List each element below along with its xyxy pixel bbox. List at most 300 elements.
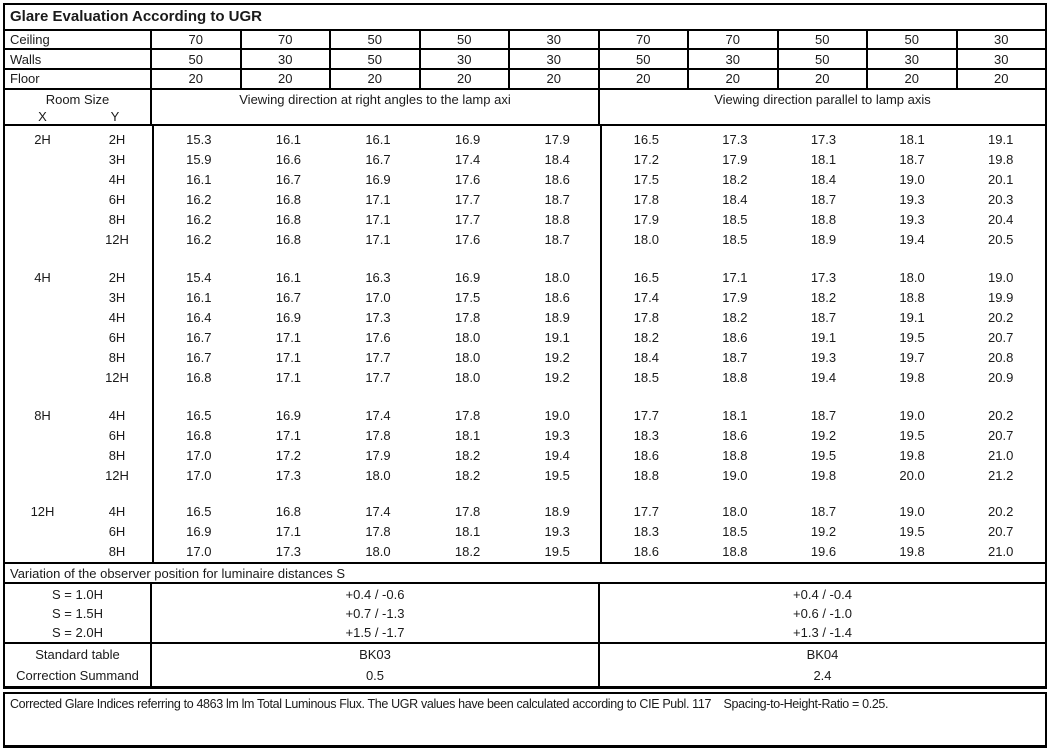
ugr-left-block — [154, 130, 602, 150]
ugr-value-cell: 18.5 — [722, 232, 748, 248]
ugr-value-cell: 18.6 — [633, 448, 659, 464]
ugr-value-cell: 17.8 — [633, 310, 659, 326]
ugr-value-cell: 16.5 — [633, 132, 659, 148]
ugr-value-cell: 17.7 — [633, 408, 659, 424]
ugr-value-cell: 19.2 — [810, 428, 837, 444]
group-gap — [5, 388, 1045, 406]
ugr-left-block — [154, 446, 602, 466]
ugr-value-cell: 19.0 — [722, 468, 748, 484]
ugr-value-cell: 19.3 — [899, 212, 925, 228]
ugr-value-cell: 17.1 — [365, 192, 391, 208]
y-axis-label: Y — [110, 108, 120, 124]
ugr-value-cell: 16.5 — [186, 504, 212, 520]
ugr-value-cell: 18.2 — [454, 544, 481, 560]
ugr-left-block — [154, 406, 602, 426]
ugr-right-block — [602, 268, 1045, 288]
room-y-label: 4H — [108, 172, 126, 188]
ugr-value-cell: 18.7 — [544, 232, 570, 248]
variation-right-value: +0.4 / -0.4 — [793, 586, 852, 602]
ugr-row — [5, 170, 1045, 190]
ugr-left-block — [154, 426, 602, 446]
ugr-value-cell: 16.2 — [186, 232, 212, 248]
ugr-value-cell: 17.9 — [633, 212, 659, 228]
ugr-value-cell: 16.8 — [186, 428, 212, 444]
ugr-value-cell: 18.6 — [722, 330, 748, 346]
ugr-value-cell: 16.7 — [365, 152, 391, 168]
ugr-value-cell: 19.0 — [899, 408, 925, 424]
ugr-value-cell: 19.8 — [899, 544, 925, 560]
ugr-value-cell: 17.4 — [365, 504, 391, 520]
ugr-value-cell: 17.7 — [633, 504, 659, 520]
ugr-value-cell: 17.1 — [275, 330, 302, 346]
ugr-row — [5, 268, 1045, 288]
ugr-row — [5, 348, 1045, 368]
ugr-value-cell: 16.8 — [275, 504, 302, 520]
group-gap — [5, 250, 1045, 268]
ugr-value-cell: 16.9 — [454, 132, 481, 148]
ugr-value-cell: 17.1 — [722, 270, 748, 286]
room-y-label: 4H — [108, 504, 126, 520]
ugr-left-block — [154, 348, 602, 368]
ugr-value-cell: 17.8 — [454, 310, 481, 326]
ugr-value-cell: 19.3 — [810, 350, 837, 366]
ugr-value-cell: 18.8 — [722, 448, 748, 464]
ugr-left-block — [154, 368, 602, 388]
surface-value-cell: 50 — [421, 31, 511, 49]
ugr-value-cell: 17.1 — [365, 212, 391, 228]
surface-row — [5, 31, 1045, 51]
ugr-value-cell: 16.6 — [275, 152, 302, 168]
ugr-value-cell: 18.3 — [633, 428, 659, 444]
ugr-value-cell: 18.0 — [544, 270, 570, 286]
ugr-value-cell: 19.2 — [810, 524, 837, 540]
surface-row-label: Floor — [5, 70, 152, 88]
ugr-left-block — [154, 308, 602, 328]
ugr-value-cell: 19.1 — [810, 330, 837, 346]
ugr-value-cell: 16.4 — [186, 310, 212, 326]
vertical-divider — [600, 126, 602, 562]
ugr-value-cell: 16.9 — [275, 408, 302, 424]
room-x-label — [5, 150, 80, 170]
ugr-value-cell: 18.0 — [454, 330, 481, 346]
ugr-value-cell: 17.1 — [275, 350, 302, 366]
surface-value-cell: 50 — [331, 50, 421, 68]
ugr-value-cell: 18.5 — [722, 524, 748, 540]
ugr-left-block — [154, 210, 602, 230]
ugr-value-cell: 18.0 — [454, 350, 481, 366]
surface-value-cell: 70 — [600, 31, 690, 49]
ugr-value-cell: 18.9 — [810, 232, 837, 248]
ugr-value-cell: 19.9 — [988, 290, 1014, 306]
ugr-row — [5, 230, 1045, 250]
ugr-row — [5, 150, 1045, 170]
ugr-value-cell: 18.2 — [633, 330, 659, 346]
table-title: Glare Evaluation According to UGR — [5, 5, 1045, 31]
surface-value-cell: 50 — [779, 31, 869, 49]
ugr-left-block — [154, 542, 602, 562]
variation-row — [5, 623, 1045, 642]
ugr-row — [5, 190, 1045, 210]
ugr-value-cell: 18.8 — [544, 212, 570, 228]
ugr-value-cell: 17.8 — [454, 504, 481, 520]
ugr-right-block — [602, 328, 1045, 348]
ugr-row — [5, 210, 1045, 230]
ugr-value-cell: 15.9 — [186, 152, 212, 168]
surface-reflectance-section — [5, 31, 1045, 90]
ugr-value-cell: 18.7 — [544, 192, 570, 208]
ugr-value-cell: 19.8 — [988, 152, 1014, 168]
summary-row-label: Correction Summand — [5, 665, 152, 686]
ugr-value-cell: 17.2 — [275, 448, 302, 464]
surface-row-label: Walls — [5, 50, 152, 68]
surface-value-cell: 20 — [510, 70, 600, 88]
ugr-value-cell: 19.5 — [899, 428, 925, 444]
ugr-value-cell: 17.9 — [544, 132, 570, 148]
variation-row — [5, 584, 1045, 603]
ugr-value-cell: 17.9 — [722, 290, 748, 306]
ugr-value-cell: 17.3 — [722, 132, 748, 148]
room-x-label — [5, 308, 80, 328]
ugr-value-cell: 17.4 — [633, 290, 659, 306]
ugr-value-cell: 20.4 — [988, 212, 1014, 228]
ugr-right-block — [602, 308, 1045, 328]
ugr-value-cell: 18.6 — [544, 172, 570, 188]
ugr-value-cell: 18.4 — [633, 350, 659, 366]
ugr-value-cell: 20.0 — [899, 468, 925, 484]
surface-row-label: Ceiling — [5, 31, 152, 49]
room-x-label: 4H — [34, 270, 51, 286]
room-size-header — [5, 90, 152, 125]
ugr-right-block — [602, 522, 1045, 542]
vertical-divider — [152, 126, 154, 562]
ugr-value-cell: 18.1 — [722, 408, 748, 424]
room-x-label — [5, 230, 80, 250]
ugr-value-cell: 18.0 — [722, 504, 748, 520]
observer-variation-section — [5, 584, 1045, 644]
ugr-value-cell: 18.1 — [810, 152, 837, 168]
column-header-section — [5, 90, 1045, 127]
room-y-label: 8H — [108, 212, 126, 228]
surface-row — [5, 70, 1045, 90]
ugr-value-cell: 16.8 — [275, 192, 302, 208]
ugr-value-cell: 18.6 — [722, 428, 748, 444]
ugr-value-cell: 18.6 — [633, 544, 659, 560]
room-x-label — [5, 466, 80, 486]
room-x-label: 2H — [34, 132, 51, 148]
variation-left-value: +0.4 / -0.6 — [152, 584, 600, 603]
ugr-value-cell: 17.0 — [186, 468, 212, 484]
ugr-value-cell: 17.8 — [633, 192, 659, 208]
ugr-data-section — [5, 126, 1045, 564]
ugr-value-cell: 16.7 — [186, 350, 212, 366]
surface-value-cell: 20 — [331, 70, 421, 88]
ugr-value-cell: 18.8 — [899, 290, 925, 306]
surface-value-cell: 20 — [600, 70, 690, 88]
ugr-left-block — [154, 150, 602, 170]
ugr-value-cell: 17.3 — [810, 270, 837, 286]
ugr-value-cell: 17.2 — [633, 152, 659, 168]
ugr-value-cell: 20.1 — [988, 172, 1014, 188]
ugr-value-cell: 18.2 — [722, 310, 748, 326]
variation-right-value: +1.3 / -1.4 — [793, 625, 852, 641]
ugr-row — [5, 368, 1045, 388]
ugr-value-cell: 18.2 — [722, 172, 748, 188]
variation-row-label: S = 1.5H — [5, 604, 152, 623]
ugr-value-cell: 18.8 — [633, 468, 659, 484]
ugr-value-cell: 18.3 — [633, 524, 659, 540]
ugr-value-cell: 17.9 — [722, 152, 748, 168]
ugr-value-cell: 16.7 — [186, 330, 212, 346]
ugr-value-cell: 17.3 — [810, 132, 837, 148]
ugr-value-cell: 16.2 — [186, 212, 212, 228]
ugr-value-cell: 19.5 — [899, 524, 925, 540]
x-axis-label: X — [38, 108, 47, 124]
ugr-value-cell: 19.7 — [899, 350, 925, 366]
ugr-left-block — [154, 190, 602, 210]
variation-row — [5, 604, 1045, 623]
ugr-value-cell: 18.4 — [544, 152, 570, 168]
ugr-value-cell: 15.4 — [186, 270, 212, 286]
surface-value-cell: 30 — [994, 51, 1009, 67]
ugr-row — [5, 130, 1045, 150]
ugr-value-cell: 17.3 — [365, 310, 391, 326]
room-y-label: 6H — [108, 192, 126, 208]
ugr-value-cell: 18.8 — [810, 212, 837, 228]
ugr-value-cell: 17.0 — [186, 544, 212, 560]
ugr-row — [5, 308, 1045, 328]
ugr-value-cell: 17.5 — [633, 172, 659, 188]
ugr-value-cell: 19.4 — [544, 448, 570, 464]
ugr-value-cell: 18.7 — [810, 192, 837, 208]
ugr-right-block — [602, 130, 1045, 150]
ugr-value-cell: 18.0 — [454, 370, 481, 386]
ugr-value-cell: 18.5 — [722, 212, 748, 228]
ugr-value-cell: 17.1 — [275, 428, 302, 444]
ugr-value-cell: 17.8 — [365, 524, 391, 540]
ugr-value-cell: 20.8 — [988, 350, 1014, 366]
ugr-value-cell: 19.1 — [544, 330, 570, 346]
ugr-value-cell: 16.7 — [275, 290, 302, 306]
variation-section-title: Variation of the observer position for luminaire distances S — [5, 564, 1045, 584]
ugr-row — [5, 446, 1045, 466]
room-x-label — [5, 348, 80, 368]
ugr-value-cell: 16.8 — [186, 370, 212, 386]
ugr-value-cell: 20.9 — [988, 370, 1014, 386]
ugr-value-cell: 17.7 — [454, 212, 481, 228]
ugr-value-cell: 18.0 — [365, 468, 391, 484]
ugr-value-cell: 19.3 — [544, 428, 570, 444]
surface-value-cell: 50 — [779, 50, 869, 68]
ugr-value-cell: 17.4 — [454, 152, 481, 168]
surface-value-cell: 30 — [510, 50, 600, 68]
surface-value-cell: 20 — [242, 70, 332, 88]
surface-value-cell: 20 — [779, 70, 869, 88]
summary-section — [5, 644, 1045, 686]
ugr-value-cell: 19.3 — [899, 192, 925, 208]
ugr-value-cell: 17.3 — [275, 468, 302, 484]
ugr-row — [5, 288, 1045, 308]
ugr-value-cell: 17.6 — [454, 172, 481, 188]
room-x-label — [5, 522, 80, 542]
ugr-value-cell: 20.7 — [988, 428, 1014, 444]
ugr-value-cell: 20.7 — [988, 330, 1014, 346]
surface-value-cell: 30 — [421, 50, 511, 68]
surface-value-cell: 20 — [152, 70, 242, 88]
ugr-value-cell: 18.8 — [722, 370, 748, 386]
ugr-value-cell: 18.7 — [722, 350, 748, 366]
ugr-right-block — [602, 190, 1045, 210]
room-y-label: 6H — [108, 330, 126, 346]
ugr-row — [5, 542, 1045, 562]
surface-value-cell: 30 — [994, 32, 1009, 48]
ugr-value-cell: 21.0 — [988, 448, 1014, 464]
ugr-value-cell: 16.1 — [275, 270, 302, 286]
surface-value-cell: 30 — [510, 31, 600, 49]
ugr-value-cell: 16.3 — [365, 270, 391, 286]
ugr-value-cell: 16.1 — [186, 290, 212, 306]
ugr-value-cell: 19.0 — [544, 408, 570, 424]
ugr-value-cell: 17.1 — [275, 524, 302, 540]
ugr-value-cell: 17.9 — [365, 448, 391, 464]
ugr-right-block — [602, 426, 1045, 446]
ugr-value-cell: 18.4 — [722, 192, 748, 208]
room-y-label: 12H — [105, 468, 129, 484]
summary-right-value: 2.4 — [813, 668, 832, 684]
room-y-label: 3H — [108, 290, 126, 306]
ugr-value-cell: 17.7 — [454, 192, 481, 208]
ugr-value-cell: 17.4 — [365, 408, 391, 424]
ugr-value-cell: 16.5 — [633, 270, 659, 286]
summary-row — [5, 665, 1045, 686]
ugr-value-cell: 19.0 — [899, 172, 925, 188]
ugr-left-block — [154, 268, 602, 288]
ugr-value-cell: 16.2 — [186, 192, 212, 208]
variation-left-value: +1.5 / -1.7 — [152, 623, 600, 642]
room-y-label: 4H — [108, 310, 126, 326]
ugr-left-block — [154, 170, 602, 190]
ugr-value-cell: 18.4 — [810, 172, 837, 188]
ugr-value-cell: 16.9 — [365, 172, 391, 188]
ugr-value-cell: 17.0 — [365, 290, 391, 306]
ugr-value-cell: 17.6 — [454, 232, 481, 248]
ugr-value-cell: 17.6 — [365, 330, 391, 346]
ugr-left-block — [154, 328, 602, 348]
ugr-value-cell: 18.0 — [633, 232, 659, 248]
surface-value-cell: 50 — [152, 50, 242, 68]
ugr-right-block — [602, 368, 1045, 388]
variation-left-value: +0.7 / -1.3 — [152, 604, 600, 623]
room-x-label: 8H — [34, 408, 51, 424]
surface-row — [5, 50, 1045, 70]
ugr-value-cell: 17.1 — [275, 370, 302, 386]
ugr-value-cell: 19.4 — [899, 232, 925, 248]
ugr-value-cell: 17.8 — [454, 408, 481, 424]
ugr-value-cell: 18.2 — [454, 468, 481, 484]
ugr-value-cell: 18.1 — [454, 524, 481, 540]
ugr-value-cell: 20.3 — [988, 192, 1014, 208]
ugr-right-block — [602, 288, 1045, 308]
ugr-value-cell: 18.2 — [810, 290, 837, 306]
room-y-label: 12H — [105, 370, 129, 386]
footer-note: Corrected Glare Indices referring to 4863 lm lm Total Luminous Flux. The UGR values have been calculated according to CIE Publ. 117 Spacing-to-Height-Ratio = 0.25. — [3, 692, 1047, 748]
ugr-value-cell: 19.5 — [544, 468, 570, 484]
ugr-value-cell: 16.1 — [186, 172, 212, 188]
ugr-value-cell: 17.1 — [365, 232, 391, 248]
surface-value-cell: 30 — [242, 50, 332, 68]
ugr-right-block — [602, 348, 1045, 368]
ugr-value-cell: 18.0 — [365, 544, 391, 560]
ugr-value-cell: 17.5 — [454, 290, 481, 306]
surface-value-cell: 30 — [689, 50, 779, 68]
surface-value-cell: 50 — [868, 31, 958, 49]
ugr-value-cell: 19.1 — [988, 132, 1014, 148]
ugr-value-cell: 18.2 — [454, 448, 481, 464]
ugr-value-cell: 20.2 — [988, 408, 1014, 424]
surface-value-cell: 50 — [600, 50, 690, 68]
room-x-label — [5, 426, 80, 446]
room-x-label — [5, 190, 80, 210]
ugr-right-block — [602, 502, 1045, 522]
surface-value-cell: 20 — [868, 70, 958, 88]
room-y-label: 6H — [108, 524, 126, 540]
ugr-value-cell: 17.0 — [186, 448, 212, 464]
ugr-value-cell: 18.1 — [454, 428, 481, 444]
summary-right-value: BK04 — [806, 647, 839, 663]
ugr-row — [5, 328, 1045, 348]
right-block-title: Viewing direction parallel to lamp axis — [714, 91, 931, 107]
summary-left-value: BK03 — [152, 644, 600, 665]
ugr-right-block — [602, 466, 1045, 486]
ugr-table — [3, 3, 1047, 689]
ugr-value-cell: 20.7 — [988, 524, 1014, 540]
room-x-label — [5, 328, 80, 348]
summary-row-label: Standard table — [5, 644, 152, 665]
ugr-left-block — [154, 230, 602, 250]
ugr-value-cell: 17.8 — [365, 428, 391, 444]
variation-row-label: S = 2.0H — [5, 623, 152, 642]
ugr-value-cell: 16.1 — [275, 132, 302, 148]
ugr-left-block — [154, 522, 602, 542]
room-y-label: 2H — [108, 132, 126, 148]
ugr-left-block — [154, 288, 602, 308]
ugr-value-cell: 19.5 — [810, 448, 837, 464]
ugr-value-cell: 18.6 — [544, 290, 570, 306]
room-x-label — [5, 288, 80, 308]
ugr-value-cell: 19.1 — [899, 310, 925, 326]
room-x-label: 12H — [30, 504, 55, 520]
surface-value-cell: 70 — [152, 31, 242, 49]
surface-value-cell: 70 — [242, 31, 332, 49]
summary-left-value: 0.5 — [152, 665, 600, 686]
room-x-label — [5, 542, 80, 562]
ugr-row — [5, 426, 1045, 446]
room-y-label: 12H — [105, 232, 129, 248]
ugr-value-cell: 20.2 — [988, 310, 1014, 326]
ugr-value-cell: 18.0 — [899, 270, 925, 286]
left-block-title: Viewing direction at right angles to the lamp axi — [152, 90, 600, 125]
room-y-label: 4H — [108, 408, 126, 424]
ugr-value-cell: 19.2 — [544, 350, 570, 366]
ugr-row — [5, 406, 1045, 426]
room-size-label: Room Size — [45, 91, 110, 107]
ugr-right-block — [602, 406, 1045, 426]
ugr-value-cell: 18.7 — [810, 504, 837, 520]
ugr-value-cell: 17.7 — [365, 350, 391, 366]
ugr-value-cell: 16.8 — [275, 212, 302, 228]
room-x-label — [5, 446, 80, 466]
surface-value-cell: 20 — [994, 71, 1009, 87]
ugr-value-cell: 18.9 — [544, 504, 570, 520]
